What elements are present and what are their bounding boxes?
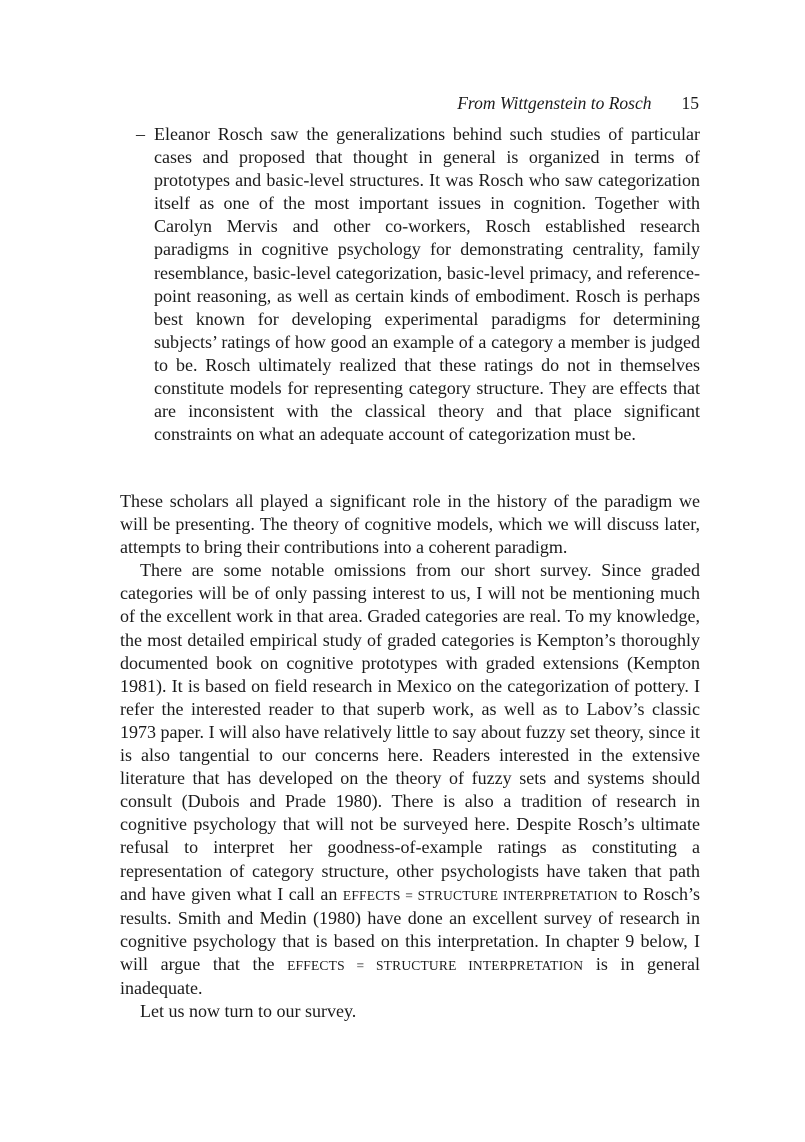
paragraph-2-text-a: There are some notable omissions from our short survey. Since graded categories will be of only passing interest to us, I will not be mentioning much of the excellent work in that area. Graded categories are real. To my knowledge, the most detailed empirical study of graded categories is Kempton’s thoroughly documented book on cognitive prototypes with graded extensions (Kempton 1981). It is based on field research in Mexico on the categorization of pottery. I refer the interested reader to that superb work, as well as to Labov’s classic 1973 paper. I will also have relatively little to say about fuzzy set theory, since it is also tangential to our concerns here. Readers interested in the extensive literature that has developed on the theory of fuzzy sets and systems should consult (Dubois and Prade 1980). There is also a tradition of research in cognitive psychology that will not be surveyed here. Despite Rosch’s ultimate refusal to interpret her goodness-of-example ratings as constituting a representation of category structure, other psychologists have taken that path and have given what I call an	[120, 560, 700, 904]
running-head-title: From Wittgenstein to Rosch	[457, 93, 652, 113]
term-effects-structure-2: EFFECTS = STRUCTURE INTERPRETATION	[287, 957, 584, 973]
bullet-item-rosch	[136, 123, 700, 446]
paragraph-2-text-c: is in general inadequate.	[120, 953, 701, 998]
paragraph-2	[120, 559, 700, 1000]
paragraph-2-text-b: to Rosch’s results. Smith and Medin (1980) have done an excellent survey of research in cognitive psychology that is based on this interpretation. In chapter 9 below, I will argue that the	[120, 883, 700, 974]
body-text	[120, 490, 700, 1023]
page-number: 15	[681, 93, 699, 113]
paragraph-1: These scholars all played a significant role in the history of the paradigm we will be presenting. The theory of cognitive models, which we will discuss later, attempts to bring their contributions into a coherent paradigm.	[120, 491, 700, 558]
term-effects-structure-1: EFFECTS = STRUCTURE INTERPRETATION	[342, 887, 618, 903]
running-head	[457, 92, 699, 114]
bullet-dash: –	[136, 124, 145, 144]
bullet-text: Eleanor Rosch saw the generalizations behind such studies of particular cases and proposed that thought in general is organized in terms of prototypes and basic-level structures. It was Rosch who saw categorization itself as one of the most important issues in cognition. Together with Carolyn Mervis and other co-workers, Rosch established research paradigms in cognitive psychology for demonstrating centrality, family resemblance, basic-level categorization, basic-level primacy, and reference-point reasoning, as well as certain kinds of embodiment. Rosch is perhaps best known for developing experimental paradigms for determining subjects’ ratings of how good an example of a category a member is judged to be. Rosch ultimately realized that these ratings do not in themselves constitute models for representing category structure. They are effects that are inconsistent with the classical theory and that place significant constraints on what an adequate account of categorization must be.	[154, 124, 700, 445]
paragraph-3: Let us now turn to our survey.	[140, 1001, 357, 1022]
